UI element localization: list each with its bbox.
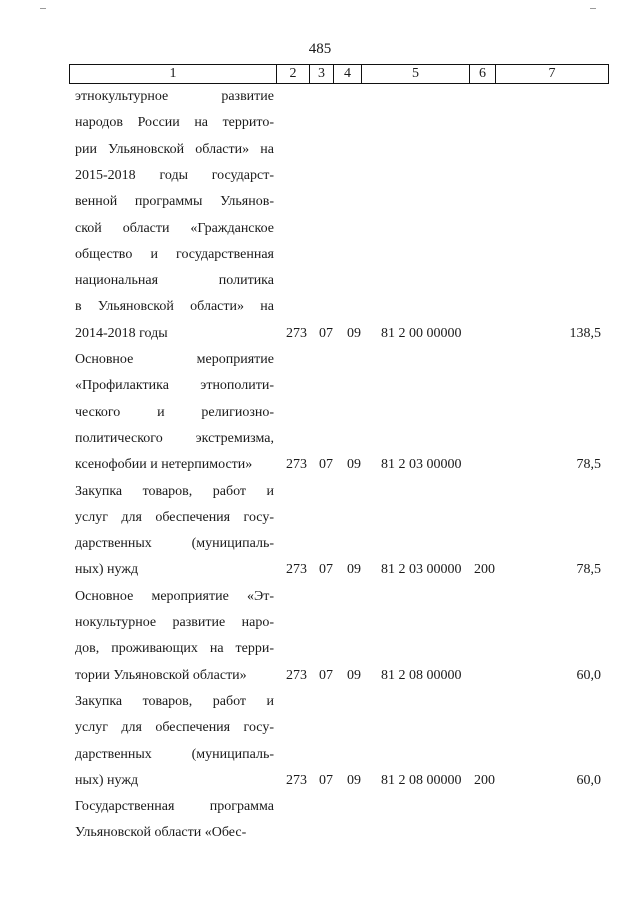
row-1-c4: 09 [347,325,361,341]
row-2-line-4: политического экстремизма, [75,430,274,446]
row-2-c7: 78,5 [576,457,601,473]
row-1-line-9: в Ульяновской области» на [75,299,274,315]
row-1-line-5: венной программы Ульянов- [75,194,274,210]
scan-mark-top-right [590,8,596,9]
row-1-line-7: общество и государственная [75,246,274,262]
header-col-6: 6 [470,65,496,83]
row-1-c3: 07 [319,325,333,341]
row-3-line-4: ных) нужд [75,562,139,578]
row-2-line-5: ксенофобии и нетерпимости» [75,457,253,473]
row-3-c7: 78,5 [576,562,601,578]
table-header-row [69,64,609,84]
row-3-line-2: услуг для обеспечения госу- [75,509,274,525]
row-5-c5: 81 2 08 00000 [381,772,462,788]
row-4-c2: 273 [286,667,307,683]
row-4-c5: 81 2 08 00000 [381,667,462,683]
row-5-c2: 273 [286,772,307,788]
header-col-1: 1 [70,65,277,83]
row-5-line-4: ных) нужд [75,772,139,788]
row-4-c3: 07 [319,667,333,683]
row-4-line-4: тории Ульяновской области» [75,667,247,683]
row-2-line-3: ческого и религиозно- [75,404,274,420]
row-5-c6: 200 [474,772,495,788]
row-2-line-1: Основное мероприятие [75,352,274,367]
row-4-c7: 60,0 [576,667,601,683]
row-5-c3: 07 [319,772,333,788]
row-1-line-4: 2015-2018 годы государст- [75,167,274,183]
row-1-c7: 138,5 [569,325,601,341]
row-6-line-2: Ульяновской области «Обес- [75,825,247,841]
row-3-c5: 81 2 03 00000 [381,562,462,578]
header-col-3: 3 [310,65,334,83]
row-2-c5: 81 2 03 00000 [381,457,462,473]
row-5-c4: 09 [347,772,361,788]
header-col-5: 5 [362,65,470,83]
row-5-line-3: дарственных (муниципаль- [75,746,274,762]
row-2-c4: 09 [347,457,361,473]
row-1-c5: 81 2 00 00000 [381,325,462,341]
row-1-line-10: 2014-2018 годы [75,325,168,341]
header-col-2: 2 [277,65,310,83]
row-3-line-1: Закупка товаров, работ и [75,483,274,499]
row-1-line-6: ской области «Гражданское [75,220,274,236]
row-4-line-3: дов, проживающих на терри- [75,641,274,657]
row-6-line-1: Государственная программа [75,799,274,815]
header-col-4: 4 [334,65,362,83]
row-1-line-2: народов России на террито- [75,115,274,131]
row-2-line-2: «Профилактика этнополити- [75,378,274,394]
row-4-line-2: нокультурное развитие наро- [75,615,274,630]
row-1-line-3: рии Ульяновской области» на [75,141,274,157]
row-5-line-1: Закупка товаров, работ и [75,693,274,709]
row-1-c2: 273 [286,325,307,341]
row-5-c7: 60,0 [576,772,601,788]
row-3-line-3: дарственных (муниципаль- [75,536,274,552]
row-5-line-2: услуг для обеспечения госу- [75,720,274,736]
page-number: 485 [308,41,332,57]
row-3-c4: 09 [347,562,361,578]
row-4-line-1: Основное мероприятие «Эт- [75,588,274,604]
row-3-c2: 273 [286,562,307,578]
row-2-c2: 273 [286,457,307,473]
scan-mark-top-left [40,8,46,9]
row-3-c6: 200 [474,562,495,578]
row-2-c3: 07 [319,457,333,473]
header-col-7: 7 [548,66,556,81]
row-3-c3: 07 [319,562,333,578]
row-1-line-1: этнокультурное развитие [75,89,274,104]
row-1-line-8: национальная политика [75,273,274,289]
row-4-c4: 09 [347,667,361,683]
